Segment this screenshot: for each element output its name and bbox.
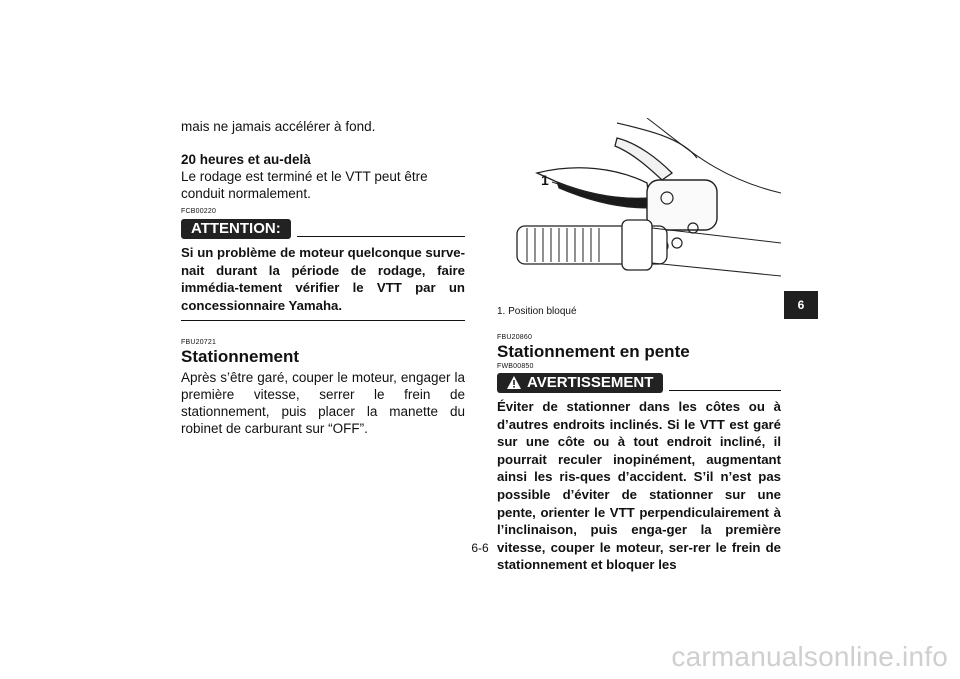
handlebar-figure [497, 118, 781, 296]
right-column [497, 118, 781, 574]
warning-rule [669, 390, 781, 391]
warning-text: Éviter de stationner dans les côtes ou à d’autres endroits inclinés. Si le VTT est garé sur une côte ou à tout endroit incliné, il pourrait reculer inopinément, augmentant ainsi les ris-ques d’accident. S’il n’est pas possible d’éviter de stationner sur une pente, orienter le VTT perpendiculairement à l’inclinaison, puis enga-ger la première vitesse, couper le moteur, ser-rer le frein de stationnement et bloquer les [497, 399, 781, 573]
warning-label: AVERTISSEMENT [527, 374, 654, 391]
parking-text: Après s’être garé, couper le moteur, engager la première vitesse, serrer le frein de stationnement, puis placer la manette du robinet de carburant sur “OFF”. [181, 370, 465, 437]
warning-code: FWB00850 [497, 363, 534, 370]
brake-lever-illustration [497, 118, 781, 296]
figure-callout-1: 1 [541, 172, 549, 188]
subheading-text: Le rodage est terminé et le VTT peut être conduit normalement. [181, 169, 428, 201]
intro-text: mais ne jamais accélérer à fond. [181, 119, 376, 134]
subheading-20-hours: 20 heures et au-delà [181, 152, 311, 167]
chapter-tab: 6 [784, 291, 818, 319]
section-title-slope-parking: Stationnement en pente [497, 342, 690, 361]
warning-header [497, 373, 781, 393]
left-column [181, 118, 465, 437]
section-title-parking: Stationnement [181, 347, 300, 367]
attention-rule [297, 236, 465, 237]
figure-caption: 1. Position bloqué [497, 306, 577, 317]
attention-text: Si un problème de moteur quelconque surve-nait durant la période de rodage, faire immédia-tement vérifier le VTT par un concessionnaire Yamaha. [181, 245, 465, 313]
attention-code: FCB00220 [181, 208, 217, 215]
warning-triangle-icon [507, 376, 521, 389]
slope-section-code: FBU20860 [497, 334, 533, 341]
attention-header [181, 219, 465, 239]
watermark: carmanualsonline.info [671, 641, 948, 672]
attention-label: ATTENTION: [181, 219, 291, 239]
warning-label-box [497, 373, 663, 393]
page-number: 6-6 [471, 541, 489, 555]
section-code: FBU20721 [181, 339, 217, 347]
